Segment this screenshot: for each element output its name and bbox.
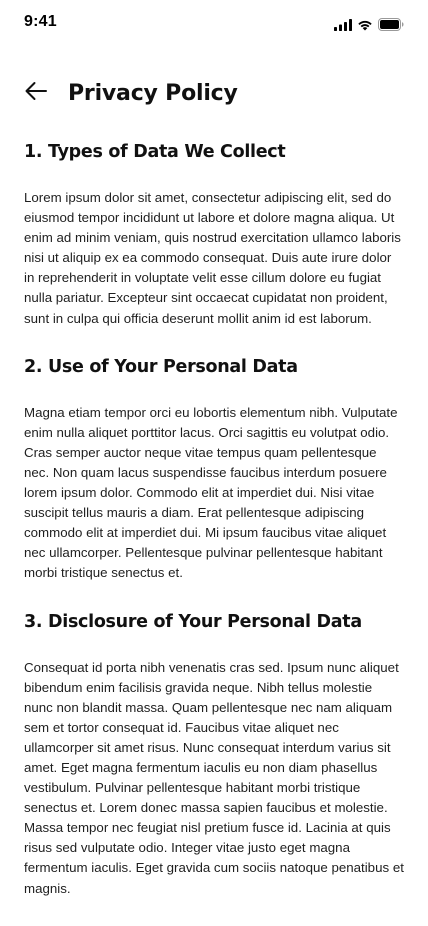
battery-icon: [378, 16, 404, 35]
section-heading: 3. Disclosure of Your Personal Data: [24, 611, 362, 632]
back-button[interactable]: [24, 80, 50, 106]
policy-section: [24, 353, 404, 584]
cellular-signal-icon: [334, 16, 352, 35]
arrow-left-icon: [24, 81, 48, 105]
status-icons: [334, 16, 404, 35]
status-bar: [0, 0, 428, 44]
wifi-icon: [357, 16, 373, 35]
section-body: Consequat id porta nibh venenatis cras sed. Ipsum nunc aliquet bibendum enim facilisis gravida neque. Nibh tellus molestie nunc non blandit massa. Quam pellentesque nec nam aliquam sem et tortor consequat id. Faucibus vitae aliquet nec ullamcorper sit amet risus. Nunc consequat interdum varius sit amet. Eget magna fermentum iaculis eu non diam phasellus vestibulum. Pulvinar pellentesque habitant morbi tristique senectus et. Lorem donec massa sapien faucibus et molestie. Massa tempor nec feugiat nisl pretium fusce id. Lacinia at quis risus sed vulputate odio. Integer vitae justo eget magna fermentum iaculis. Eget gravida cum sociis natoque penatibus et magnis.: [24, 659, 404, 896]
section-body: Magna etiam tempor orci eu lobortis elementum nibh. Vulputate enim nulla aliquet porttitor lacus. Orci sagittis eu volutpat odio. Cras semper auctor neque vitae tempus quam pellentesque nec. Non quam lacus suspendisse faucibus interdum posuere lorem ipsum dolor. Commodo elit at imperdiet dui. Nisi vitae suscipit tellus mauris a diam. Erat pellentesque adipiscing commodo elit at imperdiet dui. Mi ipsum faucibus vitae aliquet nec ullamcorper. Pellentesque pulvinar pellentesque habitant morbi tristique senectus et.: [24, 404, 398, 581]
policy-section: [24, 608, 404, 899]
status-time: 9:41: [24, 13, 57, 30]
header: [24, 76, 238, 110]
section-heading: 1. Types of Data We Collect: [24, 142, 286, 162]
section-body: Lorem ipsum dolor sit amet, consectetur adipiscing elit, sed do eiusmod tempor incididunt ut labore et dolore magna aliqua. Ut enim ad minim veniam, quis nostrud exercitation ullamco laboris nisi ut aliquip ex ea commodo consequat. Duis aute irure dolor in reprehenderit in voluptate velit esse cillum dolore eu fugiat nulla pariatur. Excepteur sint occaecat cupidatat non proident, sunt in culpa qui officia deserunt mollit anim id est laborum.: [24, 190, 401, 326]
policy-section: [24, 138, 404, 329]
policy-content: [24, 138, 404, 923]
page-title: Privacy Policy: [68, 80, 238, 106]
section-heading: 2. Use of Your Personal Data: [24, 356, 298, 377]
